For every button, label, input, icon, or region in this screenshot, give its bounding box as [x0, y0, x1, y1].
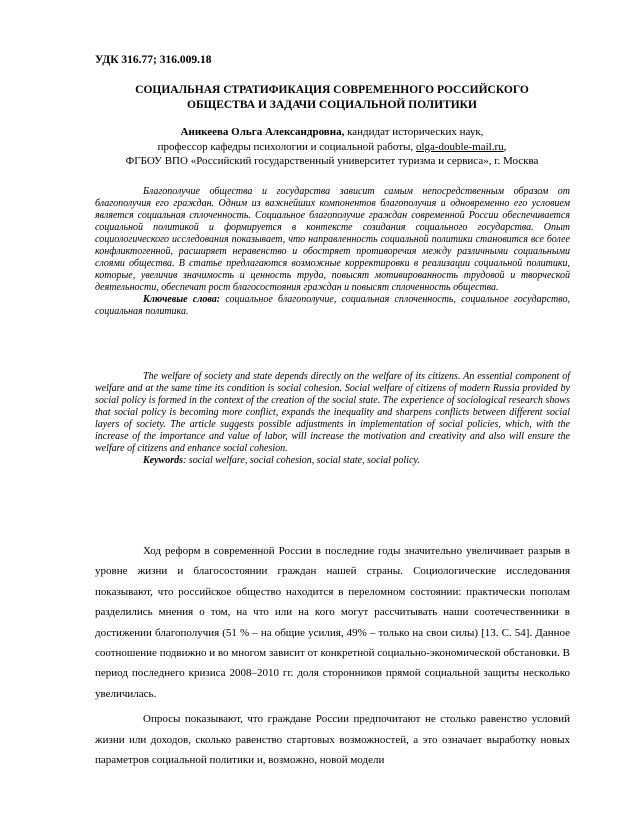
author-affiliation: ФГБОУ ВПО «Российский государственный университет туризма и сервиса», г. Москва	[125, 155, 539, 167]
author-block	[95, 125, 569, 169]
abstract-en-text: The welfare of society and state depends directly on the welfare of its citizens. An essential component of welfare and at the same time its condition is social cohesion. Social welfare of citizens of modern Russia provided by social policy is formed in the context of the creation of the social state. The experience of sociological research shows that social policy is becoming more conflict, expands the inequality and sharpens conflicts between different social layers of society. The article suggests possible adjustments in implementation of social policies, which, with the increase of the importance and value of labor, will increase the motivation and creativity and also will ensure the welfare of citizens and enhance social cohesion.	[95, 371, 570, 454]
author-degree: кандидат исторических наук,	[344, 126, 484, 138]
keywords-en	[95, 455, 570, 467]
title-line-2: ОБЩЕСТВА И ЗАДАЧИ СОЦИАЛЬНОЙ ПОЛИТИКИ	[187, 98, 477, 111]
keywords-en-label: Keywords	[143, 455, 183, 466]
abstract-english	[95, 371, 570, 467]
author-line-1	[95, 125, 569, 140]
keywords-ru	[95, 294, 570, 318]
abstract-ru-text: Благополучие общества и государства зависит самым непосредственным образом от благополучия его граждан. Одним из важнейших компонентов благополучия и одновременно его условием является социальная сплоченность. Социальное благополучие граждан современной России обеспечивается социальной политикой и формируется в контексте созидания социального государства. Опыт социологического исследования показывает, что направленность социальной политики становится все более конфликтогенной, расширяет неравенство и обостряет противоречия между различными социальными слоями общества. В статье предлагаются возможные корректировки в реализации социальной политики, которые, увеличив значимость и ценность труда, повысят мотивированность трудовой и творческой деятельности, обеспечат рост благосостояния граждан и повысят сплоченность общества.	[95, 186, 570, 293]
body-paragraph-1: Ход реформ в современной России в последние годы значительно увеличивает разрыв в уровне жизни и благосостоянии граждан нашей страны. Социологические исследования показывают, что российское общество находится в переломном состоянии: практически пополам разделились мнения о том, на что или на кого могут рассчитывать наши соотечественники в достижении благополучия (51 % – на общие усилия, 49% – только на свои силы) [13. С. 54]. Данное соотношение подвижно и во многом зависит от конкретной социально-экономической обстановки. В период последнего кризиса 2008–2010 гг. доля сторонников прямой социальной защиты несколько увеличилась.	[95, 545, 570, 700]
author-line-2: профессор кафедры психологии и социальной работы, olga-double-mail.ru,	[157, 140, 507, 153]
abstract-russian	[95, 186, 570, 318]
author-name: Аникеева Ольга Александровна,	[180, 126, 345, 138]
article-body	[95, 541, 570, 770]
author-position: профессор кафедры психологии и социальной работы,	[157, 140, 416, 153]
keywords-ru-label: Ключевые слова:	[143, 294, 221, 305]
keywords-en-text: : social welfare, social cohesion, social state, social policy.	[183, 455, 420, 466]
body-paragraph-2: Опросы показывают, что граждане России предпочитают не столько равенство условий жизни или доходов, сколько равенство стартовых возможностей, а это означает выработку новых параметров социальной политики и, возможно, новой модели	[95, 713, 570, 767]
udk-code: УДК 316.77; 316.009.18	[95, 54, 212, 66]
article-title	[95, 83, 569, 112]
keywords-ru-text: социальное благополучие, социальная сплоченность, социальное государство, социальная политика.	[95, 294, 570, 317]
author-email-link[interactable]: olga-double-mail.ru	[415, 140, 504, 153]
title-line-1: СОЦИАЛЬНАЯ СТРАТИФИКАЦИЯ СОВРЕМЕННОГО РОССИЙСКОГО	[135, 84, 529, 96]
